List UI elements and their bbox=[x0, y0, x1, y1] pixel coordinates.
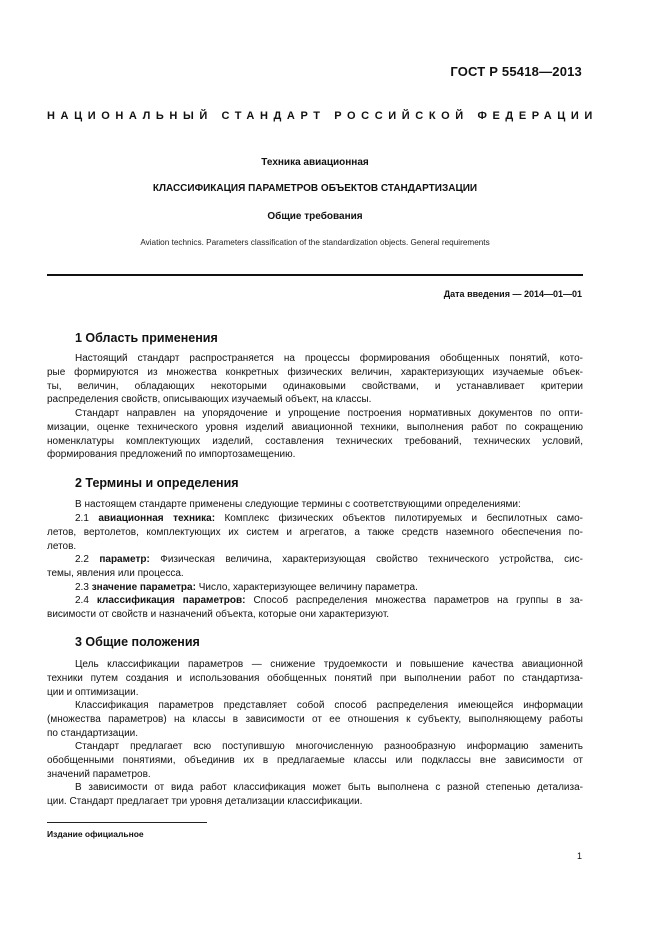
section-1-heading: 1 Область применения bbox=[75, 331, 218, 345]
section-3-paragraph-2: Классификация параметров представляет собой способ распределения имеющейся информации (множества параметров) на классы в зависимости от ее отношения к субъекту, выполняющему работы по стандартизации. bbox=[47, 700, 583, 739]
section-1-paragraph-1: Настоящий стандарт распространяется на процессы формирования обобщенных понятий, кото- рые формируются из множества конкретных физических величин, характеризующих изучаемые объек- ты, величин, обладающих некоторыми одинаковыми свойствами, и устанавливает критерии распределения свойств, описывающих изучаемый объект, на классы. bbox=[47, 353, 583, 406]
term-parameter-classification: классификация параметров: bbox=[96, 595, 246, 606]
section-2-heading: 2 Термины и определения bbox=[75, 476, 239, 490]
footer-divider bbox=[47, 822, 207, 823]
official-edition-note: Издание официальное bbox=[47, 829, 144, 839]
section-1-paragraph-2: Стандарт направлен на упорядочение и упрощение построения нормативных документов по опти- мизации, оценке технического уровня изделий авиационной техники, выполнения работ по сокращению номенклатуры комплектующих изделий, составления технических требований, технических условий, формирования предложений по импортозамещению. bbox=[47, 408, 583, 461]
section-3-paragraph-4: В зависимости от вида работ классификация может быть выполнена с разной степенью детализа- ции. Стандарт предлагает три уровня детализации классификации. bbox=[47, 782, 583, 807]
section-2-intro: В настоящем стандарте применены следующие термины с соответствующими определениями: bbox=[75, 499, 521, 510]
section-3-paragraph-3: Стандарт предлагает всю поступившую многочисленную разнообразную информацию заменить обобщенными понятиями, объединив их в предлагаемые классы или подклассы вне зависимости от значений параметров. bbox=[47, 741, 583, 780]
introduction-date: Дата введения — 2014—01—01 bbox=[443, 289, 582, 299]
section-3-heading: 3 Общие положения bbox=[75, 635, 200, 649]
term-parameter: параметр: bbox=[99, 554, 150, 565]
national-standard-banner: НАЦИОНАЛЬНЫЙ СТАНДАРТ РОССИЙСКОЙ ФЕДЕРАЦИИ bbox=[47, 110, 598, 122]
document-subtitle: Общие требования bbox=[267, 211, 363, 222]
term-2-4: 2.4 классификация параметров: Способ распределения множества параметров на группы в за- висимости от свойств и назначений объекта, которые они характеризуют. bbox=[47, 595, 583, 620]
document-title: КЛАССИФИКАЦИЯ ПАРАМЕТРОВ ОБЪЕКТОВ СТАНДАРТИЗАЦИИ bbox=[152, 183, 478, 194]
term-aviation-technics: авиационная техника: bbox=[98, 513, 216, 524]
english-title: Aviation technics. Parameters classification of the standardization objects. General requirements bbox=[140, 238, 490, 247]
term-parameter-value: значение параметра: bbox=[91, 582, 196, 593]
document-subject: Техника авиационная bbox=[261, 157, 369, 168]
title-divider bbox=[47, 274, 583, 276]
term-2-3: 2.3 значение параметра: Число, характеризующее величину параметра. bbox=[75, 582, 418, 593]
section-3-paragraph-1: Цель классификации параметров — снижение трудоемкости и повышение качества авиационной техники путем создания и использования обобщенных понятий при выполнении работ по стандартиза- ции и оптимизации. bbox=[47, 659, 583, 698]
term-2-1: 2.1 авиационная техника: Комплекс физических объектов пилотируемых и беспилотных само- летов, вертолетов, комплектующих их систем и агрегатов, а также средств наземного обеспечения по- летов. bbox=[47, 513, 584, 552]
standard-code: ГОСТ Р 55418—2013 bbox=[450, 64, 582, 79]
page-number: 1 bbox=[576, 851, 582, 861]
term-2-2: 2.2 параметр: Физическая величина, характеризующая свойство технического устройства, сис- темы, явления или процесса. bbox=[47, 554, 584, 579]
